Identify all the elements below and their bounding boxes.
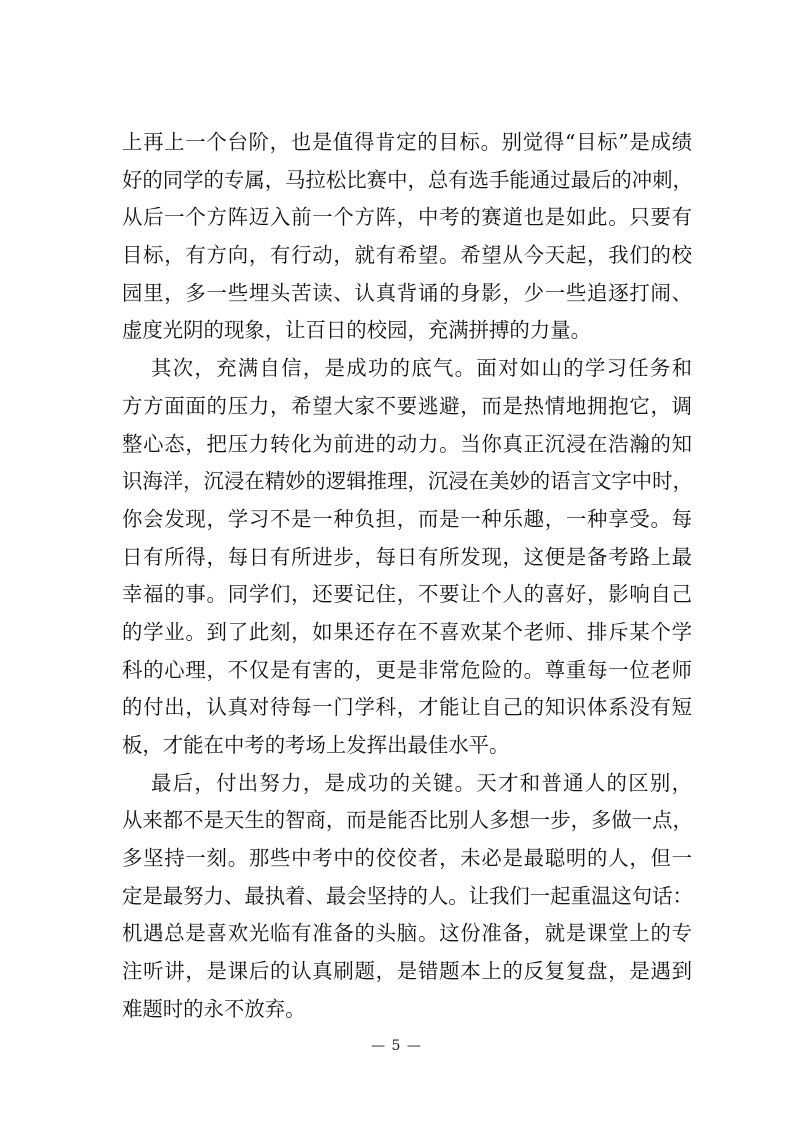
text-line: 定是最努力、最执着、最会坚持的人。让我们一起重温这句话：: [122, 883, 693, 908]
text-line: 最后，付出努力，是成功的关键。天才和普通人的区别，: [151, 770, 692, 795]
text-line: 难题时的永不放弃。: [122, 996, 306, 1021]
text-line: 多坚持一刻。那些中考中的佼佼者，未必是最聪明的人，但一: [122, 846, 692, 871]
text-line: 其次，充满自信，是成功的底气。面对如山的学习任务和: [151, 356, 692, 381]
text-line: 识海洋，沉浸在精妙的逻辑推理，沉浸在美妙的语言文字中时，: [122, 469, 693, 494]
text-line: 从后一个方阵迈入前一个方阵，中考的赛道也是如此。只要有: [122, 205, 692, 230]
text-line: 日有所得，每日有所进步，每日有所发现，这便是备考路上最: [122, 544, 692, 569]
text-line: 注听讲，是课后的认真刷题，是错题本上的反复复盘，是遇到: [122, 959, 692, 984]
text-line: 整心态，把压力转化为前进的动力。当你真正沉浸在浩瀚的知: [122, 431, 692, 456]
text-line: 机遇总是喜欢光临有准备的头脑。这份准备，就是课堂上的专: [122, 921, 692, 946]
text-line: 目标，有方向，有行动，就有希望。希望从今天起，我们的校: [122, 243, 692, 268]
text-line: 从来都不是天生的智商，而是能否比别人多想一步，多做一点，: [122, 808, 693, 833]
text-line: 你会发现，学习不是一种负担，而是一种乐趣，一种享受。每: [122, 506, 692, 531]
text-line: 的学业。到了此刻，如果还存在不喜欢某个老师、排斥某个学: [122, 619, 692, 644]
text-line: 板，才能在中考的考场上发挥出最佳水平。: [122, 733, 510, 757]
text-line: 好的同学的专属，马拉松比赛中，总有选手能通过最后的冲刺，: [122, 167, 693, 192]
text-line: 科的心理，不仅是有害的，更是非常危险的。尊重每一位老师: [122, 657, 692, 682]
text-line: 园里，多一些埋头苦读、认真背诵的身影，少一些追逐打闹、: [122, 280, 692, 305]
page-number: — 5 —: [371, 1038, 422, 1054]
text-line: 上再上一个台阶，也是值得肯定的目标。别觉得“目标”是成绩: [122, 130, 692, 154]
text-line: 的付出，认真对待每一门学科，才能让自己的知识体系没有短: [122, 695, 692, 720]
text-line: 方方面面的压力，希望大家不要逃避，而是热情地拥抱它，调: [122, 393, 692, 418]
text-line: 幸福的事。同学们，还要记住，不要让个人的喜好，影响自己: [122, 582, 692, 607]
body-text: [122, 124, 692, 1029]
text-line: 虚度光阴的现象，让百日的校园，充满拼搏的力量。: [122, 318, 591, 343]
